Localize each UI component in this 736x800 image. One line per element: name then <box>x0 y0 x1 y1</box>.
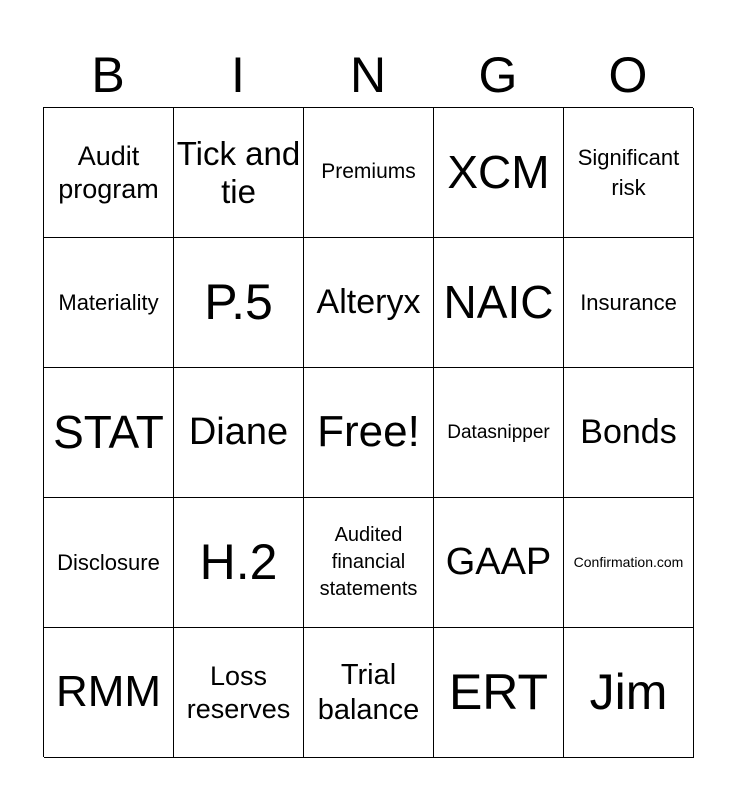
cell-text: Audit program <box>58 141 159 204</box>
bingo-cell[interactable] <box>174 498 304 628</box>
cell-text: Alteryx <box>316 282 421 321</box>
bingo-cell[interactable] <box>434 368 564 498</box>
cell-text: Tick and tie <box>176 134 301 210</box>
bingo-cell[interactable] <box>174 238 304 368</box>
cell-text: Insurance <box>580 289 677 315</box>
bingo-cell[interactable] <box>44 628 174 758</box>
cell-text: Free! <box>317 407 420 457</box>
cell-text: Datasnipper <box>447 421 550 443</box>
bingo-cell[interactable] <box>44 368 174 498</box>
bingo-cell[interactable] <box>174 108 304 238</box>
cell-text: Disclosure <box>57 549 160 575</box>
cell-text: RMM <box>55 667 162 717</box>
cell-text: Premiums <box>321 160 416 184</box>
cell-text: XCM <box>447 146 550 199</box>
bingo-card <box>43 107 693 757</box>
cell-text: NAIC <box>443 276 554 329</box>
cell-text: Significant risk <box>577 144 680 200</box>
cell-text: Materiality <box>58 289 159 315</box>
bingo-cell[interactable] <box>174 368 304 498</box>
bingo-header <box>43 44 693 106</box>
cell-text: ERT <box>448 664 549 720</box>
cell-text: STAT <box>53 406 164 459</box>
bingo-cell[interactable] <box>44 238 174 368</box>
bingo-cell[interactable] <box>434 628 564 758</box>
bingo-cell[interactable] <box>434 238 564 368</box>
bingo-cell[interactable] <box>564 108 694 238</box>
cell-text: Bonds <box>580 412 677 451</box>
header-letter-i: I <box>231 47 245 103</box>
header-letter-b: B <box>91 47 125 103</box>
bingo-cell[interactable] <box>564 498 694 628</box>
cell-text: Diane <box>188 410 289 453</box>
bingo-cell[interactable] <box>564 628 694 758</box>
bingo-cell[interactable] <box>44 498 174 628</box>
bingo-cell[interactable] <box>304 498 434 628</box>
bingo-cell[interactable] <box>564 238 694 368</box>
bingo-cell[interactable] <box>304 108 434 238</box>
header-letter-g: G <box>478 47 518 103</box>
bingo-cell[interactable] <box>434 108 564 238</box>
cell-text: Jim <box>589 664 668 720</box>
header-letter-n: N <box>349 47 387 103</box>
bingo-cell[interactable] <box>304 628 434 758</box>
cell-text: Audited financial statements <box>319 524 418 600</box>
cell-text: H.2 <box>199 534 278 590</box>
cell-text: Trial balance <box>317 658 420 726</box>
bingo-cell[interactable] <box>44 108 174 238</box>
cell-text: Loss reserves <box>186 661 291 724</box>
bingo-cell[interactable] <box>434 498 564 628</box>
cell-text: P.5 <box>204 274 273 330</box>
header-letter-o: O <box>608 47 648 103</box>
bingo-cell[interactable] <box>304 238 434 368</box>
cell-text: Confirmation.com <box>573 554 684 571</box>
bingo-cell[interactable] <box>304 368 434 498</box>
cell-text: GAAP <box>445 540 552 583</box>
bingo-cell[interactable] <box>174 628 304 758</box>
bingo-cell[interactable] <box>564 368 694 498</box>
